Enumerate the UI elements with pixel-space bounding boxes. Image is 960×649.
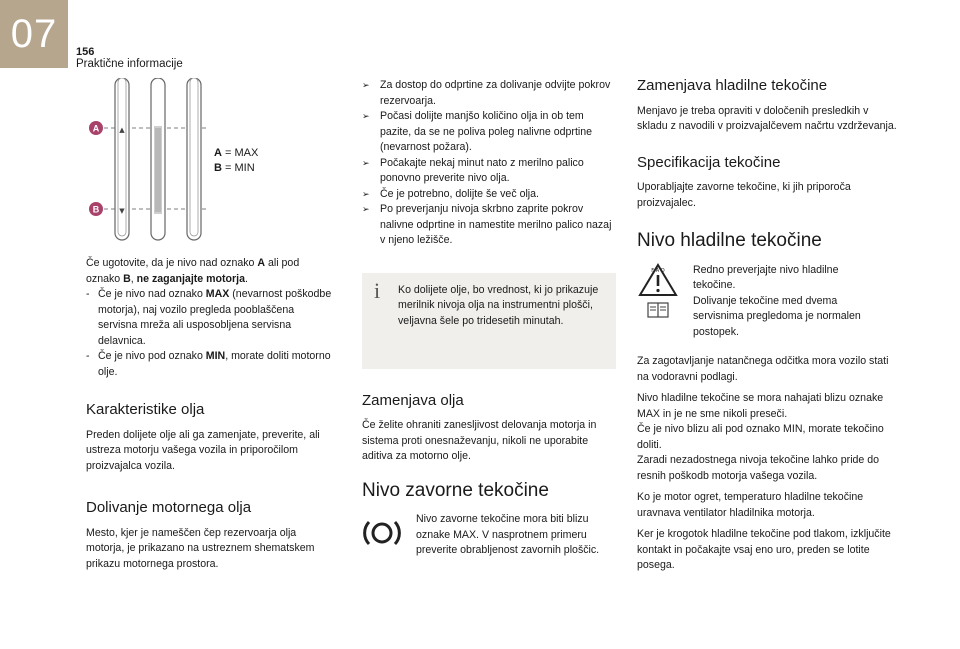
heading-fluid-spec: Specifikacija tekočine: [637, 153, 781, 171]
oil-change-text: Če želite ohraniti zanesljivost delovanja motorja in sistema proti onesnaževanju, nikoli ne uporabite aditiva za motorno olje.: [362, 419, 597, 462]
oil-spec-text: Preden dolijete olje ali ga zamenjate, preverite, ali ustreza motorju vašega vozila in priporočilom proizvajalca vozila.: [86, 428, 320, 472]
coolant-warning-line2: Dolivanje tekočine med dvema servisnima pregledoma je normalen postopek.: [693, 294, 861, 338]
manual-book-icon: [647, 302, 669, 318]
arrow-bullet-icon: ➢: [362, 111, 370, 121]
list-item: ➢ Po preverjanju nivoja skrbno zaprite pokrov nalivne odprtine in namestite merilno palico nazaj v njeno ležišče.: [362, 203, 612, 246]
list-item: ➢ Če je potrebno, dolijte še več olja.: [362, 187, 616, 203]
column-left: [86, 256, 332, 578]
heading-topup: Dolivanje motornega olja: [86, 499, 252, 516]
coolant-warning-text: [693, 263, 883, 341]
heading-oil-spec: Karakteristike olja: [86, 401, 205, 418]
marker-b: [89, 202, 103, 216]
arrow-bullet-icon: ➢: [362, 80, 370, 90]
coolant-text-3: Ko je motor ogret, temperaturo hladilne tekočine uravnava ventilator hladilnika motorja.: [637, 491, 864, 519]
column-middle: [362, 78, 616, 559]
heading-brake-fluid: Nivo zavorne tekočine: [362, 479, 549, 501]
list-item: ➢ Počasi dolijte manjšo količino olja in ob tem pazite, da se ne poliva poleg nalivne odprtine (nevarnost požara).: [362, 110, 593, 153]
info-note: [362, 273, 616, 369]
heading-coolant-change: Zamenjava hladilne tekočine: [637, 77, 828, 94]
brake-fluid-row: [362, 512, 616, 559]
heading-coolant-level: Nivo hladilne tekočine: [637, 230, 822, 251]
coolant-change-text: Menjavo je treba opraviti v določenih presledkih v skladu z navodili v proizvajalčevem načrtu vzdrževanja.: [637, 104, 897, 132]
brake-fluid-text: Nivo zavorne tekočine mora biti blizu oznake MAX. V nasprotnem primeru preverite obrabljenost zavornih ploščic.: [416, 513, 600, 556]
dipstick-illustration: [84, 78, 214, 246]
list-item: ➢ Za dostop do odprtine za dolivanje odvijte pokrov rezervoarja.: [362, 79, 611, 107]
arrow-bullet-icon: ➢: [362, 157, 370, 168]
coolant-warning-line1: Redno preverjajte nivo hladilne tekočine.: [693, 263, 839, 291]
topup-text: Mesto, kjer je nameščen čep rezervoarja olja motorja, je prikazano na ustreznem shematskem prikazu motornega prostora.: [86, 526, 315, 570]
marker-a: [89, 121, 103, 135]
page-number: 156: [76, 46, 95, 58]
arrow-bullet-icon: ➢: [362, 204, 370, 214]
legend-max: A = MAX: [214, 147, 259, 159]
coolant-warning-icon: [638, 263, 678, 297]
oil-level-list: [86, 287, 332, 380]
arrow-bullet-icon: ➢: [362, 188, 370, 199]
marker-b-label: B: [92, 204, 100, 215]
heading-oil-change: Zamenjava olja: [362, 391, 464, 409]
chapter-number: 07: [10, 11, 58, 56]
coolant-text-1: Za zagotavljanje natančnega odčitka mora vozilo stati na vodoravni podlagi.: [637, 355, 889, 383]
list-item: - Če je nivo nad oznako MAX (nevarnost poškodbe motorja), naj vozilo pregleda pooblaščena servisna mreža ali usposobljena servisna delavnica.: [86, 288, 332, 347]
coolant-warning-row: [637, 263, 899, 341]
icon-symbol-text: F A O: [651, 267, 665, 274]
info-note-text: Ko dolijete olje, bo vrednost, ki jo prikazuje merilnik nivoja olja na instrumentni plošči, veljavna šele po tridesetih minutah.: [398, 283, 599, 327]
section-title: Praktične informacije: [76, 58, 183, 70]
coolant-text-2: Nivo hladilne tekočine se mora nahajati blizu oznake MAX in je ne sme nikoli preseči. Če je nivo blizu ali pod oznako MIN, morate tekočino doliti. Zaradi nezadostnega nivoja tekočine lahko pride do resnih poškodb motorja vašega vozila.: [637, 392, 884, 482]
info-icon: i: [374, 277, 381, 303]
marker-a-label: A: [92, 123, 100, 134]
list-item: ➢ Počakajte nekaj minut nato z merilno palico ponovno preverite nivo olja.: [362, 156, 584, 184]
topup-steps: [362, 78, 616, 249]
svg-text:▲: ▲: [119, 126, 125, 134]
legend-min: B = MIN: [214, 162, 255, 174]
chapter-tab: [0, 0, 68, 68]
svg-text:▼: ▼: [119, 207, 125, 215]
oil-level-intro: Če ugotovite, da je nivo nad oznako A ali pod oznako B, ne zaganjajte motorja.: [86, 257, 300, 285]
coolant-text-4: Ker je krogotok hladilne tekočine pod tlakom, izključite kontakt in počakajte vsaj eno uro, preden se lotite posega.: [637, 528, 891, 571]
column-right: [637, 78, 899, 580]
list-item: - Če je nivo pod oznako MIN, morate doliti motorno olje.: [86, 350, 331, 378]
fluid-spec-text: Uporabljajte zavorne tekočine, ki jih priporoča proizvajalec.: [637, 181, 851, 209]
coolant-warning-icon-group: [637, 263, 679, 324]
brake-warning-icon: [362, 516, 402, 550]
dipstick-legend: [214, 146, 258, 176]
